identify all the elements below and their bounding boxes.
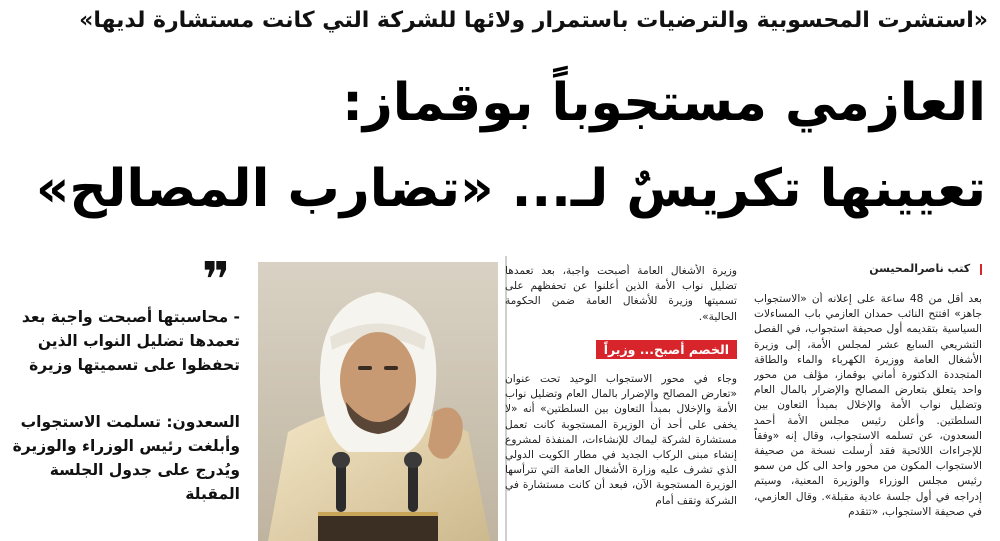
- article-column-middle-top: وزيرة الأشغال العامة أصبحت واجبة، بعد تعمدها تضليل نواب الأمة الذين أعلنوا عن تحفظهم على تسميتها وزيرة للأشغال العامة ضمن الحكومة الحالية».: [505, 265, 737, 323]
- byline-author: ناصرالمحيسن: [869, 262, 944, 275]
- speaker-photo-illustration: [258, 262, 498, 541]
- byline: [762, 262, 982, 275]
- article-column-right: بعد أقل من 48 ساعة على إعلانه أن «الاستجواب جاهز» افتتح النائب حمدان العازمي باب المساءلات السياسية بتقديمه أول صحيفة استجواب، في الفصل التشريعي السابع عشر لمجلس الأمة، إلى وزيرة الأشغال العامة ووزيرة الكهرباء والماء والطاقة المتجددة الدكتورة أماني بوقماز، مؤلف من محور واحد يتعلق بتعارض المصالح والإضرار بالمال العام وتضليل نواب الأمة والإخلال بمبدأ التعاون بين السلطتين. وأعلن رئيس مجلس الأمة أحمد السعدون، عن تسلمه الاستجواب، وقال إنه «وفقاً للإجراءات اللائحية فقد أرسلت نسخة من صحيفة الاستجواب المكون من محور واحد الى كل من سمو رئيس مجلس الوزراء والوزيرة المعنية، وسيتم إدراجه في أول جلسة عادية مقبلة». وقال العازمي، في صحيفة الاستجواب، «تتقدم: [754, 293, 982, 518]
- headline-line-2: تعيينها تكريسٌ لـ... «تضارب المصالح»: [35, 159, 986, 219]
- kicker-line: «استشرت المحسوبية والترضيات باستمرار ولائها للشركة التي كانت مستشارة لديها»: [79, 8, 988, 33]
- pull-quote-1: - محاسبتها أصبحت واجبة بعد تعمدها تضليل النواب الذين تحفظوا على تسميتها وزيرة: [21, 308, 240, 374]
- article-column-middle-bottom: وجاء في محور الاستجواب الوحيد تحت عنوان «تعارض المصالح والإضرار بالمال العام وتضليل نواب الأمة والإخلال بمبدأ التعاون بين السلطتين» أنه «لا يخفى على أحد أن الوزيرة المستجوبة كانت تعمل مستشارة لشركة ليماك للإنشاءات، المنفذة لمشروع إنشاء مبنى الركاب الجديد في مطار الكويت الدولي الذي تشرف عليه وزارة الأشغال العامة التي تترأسها الوزيرة المستجوبة الآن، فبعد أن كانت مستشارة في الشركة وتقف أمام: [505, 373, 737, 507]
- byline-accent-bar: [980, 264, 982, 275]
- pull-quote-2: السعدون: تسلمت الاستجواب وأبلغت رئيس الوزراء والوزيرة ويُدرج على جدول الجلسة المقبلة: [12, 413, 240, 503]
- byline-section: كتب: [947, 262, 971, 275]
- section-subheading: الخصم أصبح... وزيراً: [596, 340, 737, 359]
- quote-mark-icon: ❞: [202, 252, 231, 308]
- article-photo: [258, 262, 498, 541]
- headline-line-1: العازمي مستجوباً بوقماز:: [342, 73, 986, 133]
